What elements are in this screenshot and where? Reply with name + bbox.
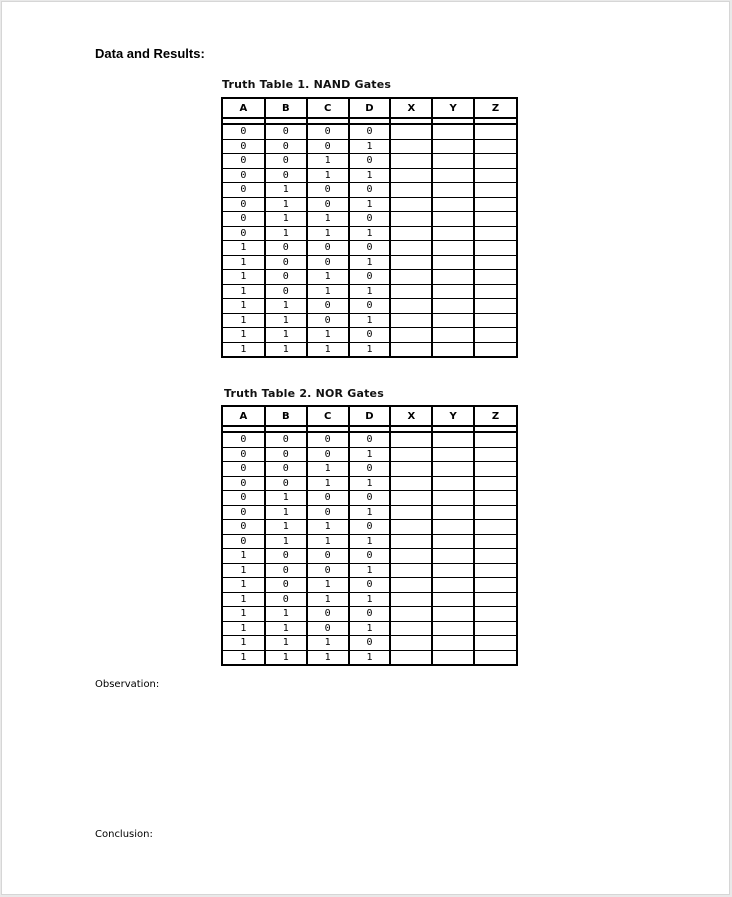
- table-row: [223, 549, 516, 564]
- input-cell: 1: [307, 592, 349, 607]
- output-cell[interactable]: [474, 462, 516, 477]
- input-cell: 0: [223, 505, 265, 520]
- input-cell: 0: [307, 241, 349, 256]
- input-cell: 1: [307, 226, 349, 241]
- input-cell: 0: [349, 241, 391, 256]
- input-cell: 1: [223, 563, 265, 578]
- table-row: [223, 607, 516, 622]
- input-cell: 1: [265, 636, 307, 651]
- input-cell: 1: [265, 505, 307, 520]
- column-header: Z: [474, 99, 516, 118]
- input-cell: 1: [265, 299, 307, 314]
- input-cell: 0: [349, 328, 391, 343]
- output-cell[interactable]: [474, 592, 516, 607]
- input-cell: 1: [349, 476, 391, 491]
- input-cell: 1: [349, 313, 391, 328]
- input-cell: 0: [223, 226, 265, 241]
- output-cell[interactable]: [432, 284, 474, 299]
- conclusion-label: Conclusion:: [95, 829, 153, 840]
- truth-table-2-title: Truth Table 2. NOR Gates: [224, 387, 384, 400]
- input-cell: 1: [223, 241, 265, 256]
- input-cell: 0: [349, 299, 391, 314]
- table-row: [223, 592, 516, 607]
- output-cell[interactable]: [432, 491, 474, 506]
- output-cell[interactable]: [390, 241, 432, 256]
- input-cell: 0: [307, 549, 349, 564]
- input-cell: 1: [223, 621, 265, 636]
- column-header: C: [307, 99, 349, 118]
- input-cell: 0: [223, 520, 265, 535]
- output-cell[interactable]: [474, 328, 516, 343]
- input-cell: 0: [265, 476, 307, 491]
- output-cell[interactable]: [474, 607, 516, 622]
- table-row: [223, 270, 516, 285]
- output-cell[interactable]: [390, 491, 432, 506]
- input-cell: 1: [307, 462, 349, 477]
- output-cell[interactable]: [432, 636, 474, 651]
- output-cell[interactable]: [390, 154, 432, 169]
- output-cell[interactable]: [474, 255, 516, 270]
- table-row: [223, 621, 516, 636]
- input-cell: 1: [223, 313, 265, 328]
- input-cell: 1: [349, 534, 391, 549]
- input-cell: 1: [349, 284, 391, 299]
- input-cell: 0: [349, 491, 391, 506]
- table-row: [223, 636, 516, 651]
- output-cell[interactable]: [432, 447, 474, 462]
- input-cell: 1: [265, 212, 307, 227]
- output-cell[interactable]: [474, 447, 516, 462]
- output-cell[interactable]: [474, 183, 516, 198]
- table-row: [223, 328, 516, 343]
- output-cell[interactable]: [390, 636, 432, 651]
- input-cell: 0: [223, 154, 265, 169]
- input-cell: 1: [265, 491, 307, 506]
- output-cell[interactable]: [390, 549, 432, 564]
- output-cell[interactable]: [432, 168, 474, 183]
- output-cell[interactable]: [390, 607, 432, 622]
- column-header: C: [307, 407, 349, 426]
- output-cell[interactable]: [432, 592, 474, 607]
- output-cell[interactable]: [474, 270, 516, 285]
- input-cell: 0: [307, 432, 349, 447]
- output-cell[interactable]: [474, 241, 516, 256]
- input-cell: 0: [349, 154, 391, 169]
- input-cell: 0: [349, 636, 391, 651]
- output-cell[interactable]: [432, 534, 474, 549]
- output-cell[interactable]: [432, 563, 474, 578]
- output-cell[interactable]: [432, 139, 474, 154]
- output-cell[interactable]: [474, 212, 516, 227]
- input-cell: 1: [349, 592, 391, 607]
- output-cell[interactable]: [390, 299, 432, 314]
- table-row: [223, 226, 516, 241]
- input-cell: 1: [307, 328, 349, 343]
- output-cell[interactable]: [474, 636, 516, 651]
- input-cell: 1: [349, 255, 391, 270]
- input-cell: 1: [307, 270, 349, 285]
- table-row: [223, 124, 516, 139]
- output-cell[interactable]: [474, 505, 516, 520]
- input-cell: 0: [223, 432, 265, 447]
- output-cell[interactable]: [432, 342, 474, 356]
- input-cell: 0: [265, 284, 307, 299]
- table-row: [223, 563, 516, 578]
- output-cell[interactable]: [474, 284, 516, 299]
- output-cell[interactable]: [474, 197, 516, 212]
- output-cell[interactable]: [474, 432, 516, 447]
- input-cell: 1: [349, 342, 391, 356]
- table-row: [223, 578, 516, 593]
- table-row: [223, 534, 516, 549]
- output-cell[interactable]: [432, 124, 474, 139]
- input-cell: 1: [223, 636, 265, 651]
- input-cell: 0: [349, 270, 391, 285]
- input-cell: 0: [265, 462, 307, 477]
- output-cell[interactable]: [432, 197, 474, 212]
- input-cell: 1: [223, 270, 265, 285]
- input-cell: 0: [349, 432, 391, 447]
- column-header: B: [265, 99, 307, 118]
- input-cell: 1: [265, 621, 307, 636]
- column-header: A: [223, 407, 265, 426]
- input-cell: 1: [307, 476, 349, 491]
- input-cell: 0: [349, 520, 391, 535]
- output-cell[interactable]: [390, 621, 432, 636]
- table-row: [223, 168, 516, 183]
- input-cell: 0: [223, 183, 265, 198]
- output-cell[interactable]: [432, 462, 474, 477]
- input-cell: 0: [265, 255, 307, 270]
- input-cell: 1: [307, 534, 349, 549]
- output-cell[interactable]: [432, 226, 474, 241]
- input-cell: 0: [307, 139, 349, 154]
- observation-label: Observation:: [95, 679, 160, 690]
- input-cell: 1: [223, 607, 265, 622]
- input-cell: 0: [265, 592, 307, 607]
- input-cell: 1: [307, 284, 349, 299]
- output-cell[interactable]: [474, 621, 516, 636]
- input-cell: 0: [265, 578, 307, 593]
- output-cell[interactable]: [390, 342, 432, 356]
- output-cell[interactable]: [390, 284, 432, 299]
- output-cell[interactable]: [390, 124, 432, 139]
- input-cell: 1: [307, 636, 349, 651]
- output-cell[interactable]: [390, 197, 432, 212]
- input-cell: 1: [240, 343, 247, 355]
- input-cell: 1: [265, 534, 307, 549]
- input-cell: 1: [223, 284, 265, 299]
- input-cell: 0: [307, 447, 349, 462]
- table-row: [223, 212, 516, 227]
- input-cell: 1: [349, 226, 391, 241]
- input-cell: 0: [223, 462, 265, 477]
- output-cell[interactable]: [390, 226, 432, 241]
- input-cell: 0: [265, 124, 307, 139]
- column-header: D: [349, 99, 391, 118]
- input-cell: 0: [265, 549, 307, 564]
- input-cell: 1: [349, 168, 391, 183]
- output-cell[interactable]: [474, 520, 516, 535]
- output-cell[interactable]: [474, 650, 516, 664]
- truth-table-2: [221, 405, 518, 666]
- output-cell[interactable]: [474, 563, 516, 578]
- input-cell: 0: [349, 462, 391, 477]
- output-cell[interactable]: [390, 328, 432, 343]
- output-cell[interactable]: [390, 183, 432, 198]
- input-cell: 0: [307, 607, 349, 622]
- output-cell[interactable]: [432, 549, 474, 564]
- input-cell: 0: [349, 183, 391, 198]
- output-cell[interactable]: [432, 476, 474, 491]
- input-cell: 0: [265, 168, 307, 183]
- input-cell: 0: [349, 124, 391, 139]
- column-header: Y: [432, 407, 474, 426]
- truth-table-1-title: Truth Table 1. NAND Gates: [222, 78, 392, 91]
- input-cell: 0: [223, 197, 265, 212]
- input-cell: 1: [223, 592, 265, 607]
- output-cell[interactable]: [432, 621, 474, 636]
- truth-table-1: [221, 97, 518, 358]
- table-row: [223, 154, 516, 169]
- input-cell: 0: [223, 168, 265, 183]
- input-cell: 0: [265, 139, 307, 154]
- input-cell: 1: [265, 226, 307, 241]
- output-cell[interactable]: [390, 432, 432, 447]
- input-cell: 1: [349, 563, 391, 578]
- input-cell: 1: [349, 621, 391, 636]
- table-row: [223, 520, 516, 535]
- output-cell[interactable]: [390, 168, 432, 183]
- input-cell: 1: [265, 183, 307, 198]
- input-cell: 0: [349, 212, 391, 227]
- table-row: [223, 447, 516, 462]
- output-cell[interactable]: [432, 520, 474, 535]
- table-row: [223, 342, 516, 356]
- input-cell: 1: [307, 212, 349, 227]
- output-cell[interactable]: [474, 578, 516, 593]
- input-cell: 1: [265, 607, 307, 622]
- input-cell: 1: [223, 549, 265, 564]
- table-header-row: [223, 407, 516, 426]
- input-cell: 0: [265, 241, 307, 256]
- input-cell: 0: [349, 578, 391, 593]
- table-row: [223, 183, 516, 198]
- table-row: [223, 476, 516, 491]
- output-cell[interactable]: [432, 212, 474, 227]
- input-cell: 0: [349, 549, 391, 564]
- output-cell[interactable]: [390, 650, 432, 664]
- input-cell: 1: [265, 197, 307, 212]
- input-cell: 1: [223, 255, 265, 270]
- input-cell: 1: [307, 578, 349, 593]
- output-cell[interactable]: [390, 520, 432, 535]
- output-cell[interactable]: [432, 650, 474, 664]
- output-cell[interactable]: [474, 168, 516, 183]
- input-cell: 1: [307, 520, 349, 535]
- input-cell: 0: [307, 197, 349, 212]
- table-row: [223, 299, 516, 314]
- output-cell[interactable]: [432, 313, 474, 328]
- table-row: [223, 284, 516, 299]
- section-heading: Data and Results:: [95, 46, 205, 61]
- input-cell: 0: [223, 476, 265, 491]
- output-cell[interactable]: [390, 447, 432, 462]
- input-cell: 0: [223, 124, 265, 139]
- table-row: [223, 650, 516, 664]
- column-header: Z: [474, 407, 516, 426]
- column-header: D: [349, 407, 391, 426]
- input-cell: 1: [223, 299, 265, 314]
- input-cell: 0: [223, 447, 265, 462]
- output-cell[interactable]: [474, 139, 516, 154]
- output-cell[interactable]: [390, 462, 432, 477]
- table-row: [223, 139, 516, 154]
- input-cell: 0: [265, 563, 307, 578]
- output-cell[interactable]: [432, 299, 474, 314]
- output-cell[interactable]: [474, 299, 516, 314]
- table-row: [223, 255, 516, 270]
- output-cell[interactable]: [432, 183, 474, 198]
- output-cell[interactable]: [432, 578, 474, 593]
- input-cell: 1: [265, 650, 307, 664]
- output-cell[interactable]: [474, 154, 516, 169]
- input-cell: 1: [265, 313, 307, 328]
- output-cell[interactable]: [390, 505, 432, 520]
- output-cell[interactable]: [432, 607, 474, 622]
- output-cell[interactable]: [474, 124, 516, 139]
- table-header-row: [223, 99, 516, 118]
- input-cell: 0: [307, 491, 349, 506]
- output-cell[interactable]: [390, 270, 432, 285]
- input-cell: 1: [349, 139, 391, 154]
- input-cell: 0: [307, 124, 349, 139]
- output-cell[interactable]: [390, 563, 432, 578]
- input-cell: 0: [349, 607, 391, 622]
- input-cell: 0: [307, 563, 349, 578]
- input-cell: 1: [223, 578, 265, 593]
- table-row: [223, 505, 516, 520]
- output-cell[interactable]: [390, 592, 432, 607]
- input-cell: 1: [265, 520, 307, 535]
- output-cell[interactable]: [474, 342, 516, 356]
- output-cell[interactable]: [432, 255, 474, 270]
- output-cell[interactable]: [432, 270, 474, 285]
- output-cell[interactable]: [432, 505, 474, 520]
- table-row: [223, 197, 516, 212]
- input-cell: 0: [223, 139, 265, 154]
- input-cell: 1: [349, 197, 391, 212]
- input-cell: 1: [240, 651, 247, 663]
- column-header: X: [390, 407, 432, 426]
- input-cell: 1: [349, 505, 391, 520]
- input-cell: 0: [307, 255, 349, 270]
- column-header: B: [265, 407, 307, 426]
- input-cell: 0: [265, 432, 307, 447]
- table-row: [223, 462, 516, 477]
- input-cell: 1: [223, 328, 265, 343]
- input-cell: 1: [307, 168, 349, 183]
- output-cell[interactable]: [390, 255, 432, 270]
- input-cell: 0: [223, 491, 265, 506]
- input-cell: 0: [307, 299, 349, 314]
- output-cell[interactable]: [432, 154, 474, 169]
- output-cell[interactable]: [474, 476, 516, 491]
- output-cell[interactable]: [390, 476, 432, 491]
- input-cell: 1: [265, 342, 307, 356]
- output-cell[interactable]: [390, 212, 432, 227]
- input-cell: 1: [307, 650, 349, 664]
- input-cell: 1: [307, 154, 349, 169]
- output-cell[interactable]: [474, 534, 516, 549]
- column-header: Y: [432, 99, 474, 118]
- table-row: [223, 491, 516, 506]
- output-cell[interactable]: [474, 491, 516, 506]
- column-header: X: [390, 99, 432, 118]
- output-cell[interactable]: [432, 328, 474, 343]
- output-cell[interactable]: [390, 139, 432, 154]
- input-cell: 0: [307, 183, 349, 198]
- output-cell[interactable]: [474, 226, 516, 241]
- input-cell: 1: [265, 328, 307, 343]
- output-cell[interactable]: [474, 549, 516, 564]
- output-cell[interactable]: [390, 313, 432, 328]
- input-cell: 0: [265, 270, 307, 285]
- output-cell[interactable]: [390, 578, 432, 593]
- table-row: [223, 432, 516, 447]
- output-cell[interactable]: [432, 432, 474, 447]
- input-cell: 0: [307, 505, 349, 520]
- input-cell: 1: [349, 447, 391, 462]
- input-cell: 0: [307, 313, 349, 328]
- output-cell[interactable]: [390, 534, 432, 549]
- column-header: A: [223, 99, 265, 118]
- input-cell: 0: [223, 212, 265, 227]
- input-cell: 0: [265, 154, 307, 169]
- input-cell: 1: [307, 342, 349, 356]
- table-row: [223, 241, 516, 256]
- input-cell: 0: [223, 534, 265, 549]
- input-cell: 1: [349, 650, 391, 664]
- input-cell: 0: [265, 447, 307, 462]
- table-row: [223, 313, 516, 328]
- document-page: [1, 1, 730, 895]
- input-cell: 0: [307, 621, 349, 636]
- output-cell[interactable]: [432, 241, 474, 256]
- output-cell[interactable]: [474, 313, 516, 328]
